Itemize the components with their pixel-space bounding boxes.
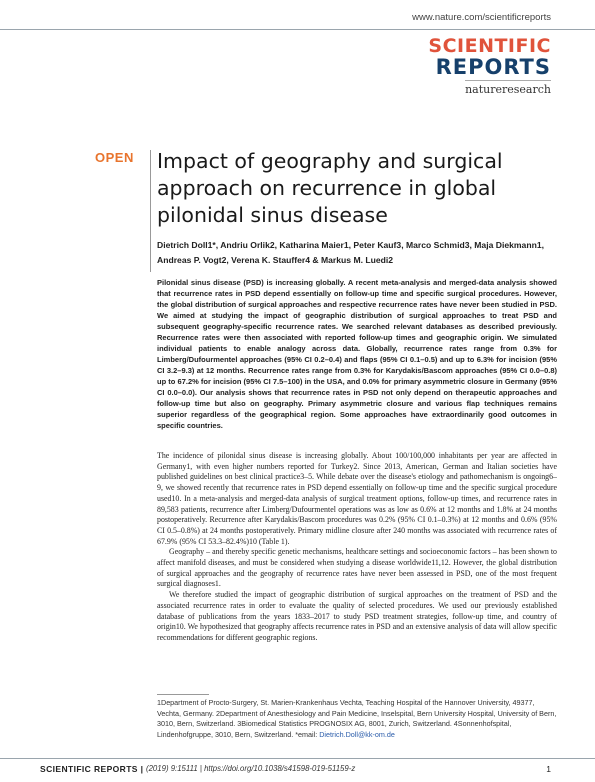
journal-url-link[interactable]: www.nature.com/scientificreports [412,12,551,23]
corresponding-email-link[interactable]: Dietrich.Doll@kk-om.de [319,729,395,739]
top-header [0,0,595,30]
body-paragraph-1: The incidence of pilonidal sinus disease is increasing globally. About 100/100,000 inhabitants per year are affected in Germany1, with even higher numbers reported for Turkey2. Since 2013, American, German and Italian societies have published guidelines on best clinical practice3–5. While debate over the disease's etiology and pathomechanism is ongoing6–9, we showed recently that recurrence rates in PSD depend essentially on follow-up time and the specific surgical procedure used10. In a meta-analysis and merged-data analysis of surgical treatment options, follow-up times, and recurrence rates in 89,583 patients, recurrence after Limberg/Dufourmentel operations was as low as 0.6% at 12 months and 1.8% at 24 months postoperatively. Recurrence after Karydakis/Bascom procedures was 0.2% (95% CI 0.1–0.3%) at 12 months and 0.6% (95% CI 0.5–0.8%) at 24 months postoperatively. Primary midline closure after 240 months was associated with recurrence rates of 67.9% (95% CI 53.3–82.4%)10 (Table 1). [157,451,557,546]
affiliations-text: 1Department of Procto-Surgery, St. Marien-Krankenhaus Vechta, Teaching Hospital of the Hannover University, 49377, Vechta, Germany. 2Department of Anesthesiology and Pain Medicine, Inselspital, Bern University Hospital, University of Bern, 3010, Bern, Switzerland. 3Biomedical Statistics PROGNOSIX AG, 8001, Zurich, Switzerland. 4Sonnenhofspital, Lindenhofgruppe, 3010, Bern, Switzerland. *email: [157,698,557,739]
article-body [157,451,557,644]
body-paragraph-3: We therefore studied the impact of geographic distribution of surgical approaches on the treatment of PSD and the associated recurrence rates in order to evaluate the quality of selected procedures. We used our previously established database of publications from the years 1833–2017 to study PSD treatment strategies, follow-up time, and country of origin10. We hypothesized that geography affects recurrence rates in PSD and an extensive analysis of data will allow specific recommendations for different geographic regions. [157,590,557,642]
page-number: 1 [546,764,551,774]
body-paragraph-2: Geography – and thereby specific genetic mechanisms, healthcare settings and socioeconomic factors – has been shown to affect manifold diseases, and must be considered when studying a disease worldwide11,12. However, the global distribution of surgical approaches and the geography of recurrence rates have never been assessed in PSD, one of the most frequent surgical diagnoses1. [157,547,557,589]
journal-logo [428,36,551,98]
page-footer [0,758,595,782]
abstract: Pilonidal sinus disease (PSD) is increasing globally. A recent meta-analysis and merged-data analysis showed that recurrence rates in PSD depend essentially on follow-up time and specific surgical procedures. However, the global distribution of surgical approaches and respective recurrence rates have never been studied in PSD. We aimed at studying the impact of geographic distribution of surgical approaches to treat PSD and subsequent geography-specific recurrence rates. We searched relevant databases as described previously. Recurrence rates were then associated with reported follow-up times and geographic origin. We simulated individual patients to enable analogy across data. Globally, recurrence rates range from 0.3% for Limberg/Dufourmentel approaches (95% CI 0.2–0.4) and flaps (95% CI 0.1–0.5) and up to 6.3% for incision (95% CI 3.2–9.3) at 12 months. Recurrence rates range from 0.3% for Karydakis/Bascom approaches (95% CI 0.0–0.8) up to 67.2% for incision (95% CI 7.5–100) in the USA, and 0.0% for primary asymmetric closure in Germany (95% CI 0.0–0.0). Our analysis shows that recurrence rates in PSD not only depend on therapeutic approaches and follow-up time but also on geography. Primary asymmetric closure and various flap techniques remains superior regardless of the geographical region. Some approaches have extraordinarily good outcomes in specific countries. [157,278,557,430]
logo-line-scientific: SCIENTIFIC [428,35,551,57]
footer-journal-name: SCIENTIFIC REPORTS | [40,764,144,774]
logo-line-reports: REPORTS [435,55,551,79]
author-list: Dietrich Doll1*, Andriu Orlik2, Katharina Maier1, Peter Kauf3, Marco Schmid3, Maja Diekmann1, Andreas P. Vogt2, Verena K. Stauffer4 & Markus M. Luedi2 [157,240,544,265]
open-access-badge: OPEN [95,150,134,165]
title-divider [150,150,151,272]
footnote-divider [157,694,209,695]
header-divider [0,29,595,30]
footer-citation-doi[interactable]: (2019) 9:15111 | https://doi.org/10.1038/s41598-019-51159-z [146,764,356,773]
footer-divider [0,758,595,759]
affiliations-footnote [157,698,557,740]
article-title: Impact of geography and surgical approach on recurrence in global pilonidal sinus disease [157,149,503,227]
logo-line-natureresearch: natureresearch [465,80,551,96]
